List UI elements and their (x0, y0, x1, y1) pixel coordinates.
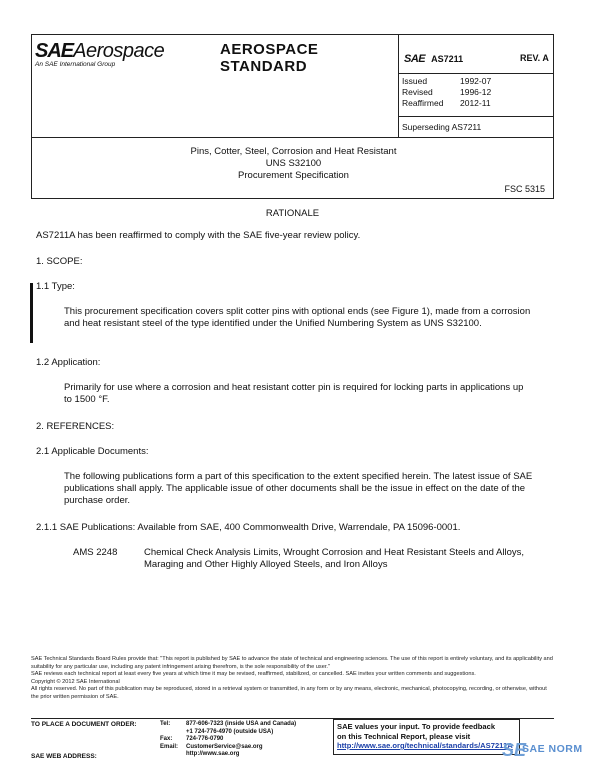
fax-number: 724-776-0790 (186, 736, 224, 743)
order-label: TO PLACE A DOCUMENT ORDER: (31, 721, 137, 728)
footer-rules: SAE Technical Standards Board Rules provide that: "This report is published by SAE to advance the state of technical and engineering sciences. The use of this report is entirely voluntary, and its applicability and suitability for any particular use, including any patent infringement arising therefrom, is the sole responsibility of the user." (31, 656, 553, 670)
section-2-heading: 2. REFERENCES: (36, 421, 115, 432)
footer-copyright: Copyright © 2012 SAE International (31, 678, 120, 685)
tel-1: 877-606-7323 (inside USA and Canada) (186, 721, 297, 727)
section-2-1-text: The following publications form a part of this specification to the extent specified herein. The latest issue of SAE publications shall apply. The applicable issue of other documents shall be the issue in effect on the date of the purchase order. (64, 471, 533, 506)
section-1-2-text: Primarily for use where a corrosion and heat resistant cotter pin is required for locking parts in applications up to 1500 °F. (64, 382, 524, 405)
watermark-mark: SE (502, 740, 527, 760)
tel-label: Tel: (160, 721, 171, 727)
email-label: Email: (160, 743, 179, 750)
reaffirmed-row (402, 98, 491, 109)
order-labels (31, 721, 137, 761)
section-2-1-1-heading: 2.1.1 SAE Publications: Available from SAE, 400 Commonwealth Drive, Warrendale, PA 15096-0001. (36, 522, 461, 533)
header-divider-vertical (398, 35, 399, 138)
section-1-1-text: This procurement specification covers split cotter pins with optional ends (see Figure 1), made from a corrosion and heat resistant steel of the type identified under the Unified Numbering System as UNS S32100. (64, 306, 531, 329)
title-line-2: UNS S32100 (265, 158, 322, 169)
footer-rights: All rights reserved. No part of this publication may be reproduced, stored in a retrieval system or transmitted, in any form or by any means, electronic, mechanical, photocopying, recording, or otherwise, without the prior written permission of SAE. (31, 686, 547, 700)
rationale-heading: RATIONALE (265, 208, 320, 219)
section-1-2-heading: 1.2 Application: (36, 357, 101, 368)
fax-label: Fax: (160, 736, 173, 743)
reaffirmed-value: 2012-11 (460, 98, 491, 108)
sae-norm-watermark (502, 740, 600, 776)
legal-footer (31, 656, 554, 702)
standard-line-2: STANDARD (220, 58, 308, 75)
revision-label: REV. A (520, 53, 549, 63)
ams-code: AMS 2248 (73, 547, 118, 558)
logo-subtitle: An SAE International Group (35, 61, 116, 68)
title-line-1: Pins, Cotter, Steel, Corrosion and Heat Resistant (190, 146, 397, 157)
header-divider-2 (398, 116, 554, 117)
feedback-line-1: SAE values your input. To provide feedback (337, 722, 496, 731)
header-divider-1 (398, 73, 554, 74)
issued-value: 1992-07 (460, 76, 492, 86)
rationale-text: AS7211A has been reaffirmed to comply with the SAE five-year review policy. (36, 230, 361, 241)
issued-row (402, 76, 491, 87)
sae-aerospace-logo (35, 40, 185, 80)
title-line-3: Procurement Specification (238, 170, 349, 181)
standard-type-title (220, 41, 318, 75)
standard-line-1: AEROSPACE (220, 41, 319, 58)
document-number (404, 53, 463, 65)
revised-row (402, 87, 491, 98)
doc-number-value: AS7211 (431, 54, 464, 64)
revised-label: Revised (402, 87, 433, 97)
tel-2: +1 724-776-4970 (outside USA) (186, 728, 274, 735)
section-1-1-heading: 1.1 Type: (36, 281, 75, 292)
fsc-code: FSC 5315 (504, 184, 545, 194)
feedback-link[interactable]: http://www.sae.org/technical/standards/AS7211A (337, 741, 513, 750)
contact-info (160, 721, 296, 759)
logo-aerospace: Aerospace (73, 40, 165, 62)
feedback-line-2: on this Technical Report, please visit (337, 731, 471, 741)
superseding-note: Superseding AS7211 (402, 122, 482, 132)
footer-review: SAE reviews each technical report at least every five years at which time it may be revised, reaffirmed, stabilized, or cancelled. SAE invites your written comments and suggestions. (31, 671, 476, 678)
watermark-text: SAE NORM (522, 743, 583, 755)
header-box (31, 34, 554, 138)
reaffirmed-label: Reaffirmed (402, 98, 444, 108)
change-bar (30, 283, 33, 343)
doc-prefix: SAE (404, 53, 426, 65)
section-2-1-heading: 2.1 Applicable Documents: (36, 446, 149, 457)
date-block (402, 76, 491, 109)
web-label: SAE WEB ADDRESS: (31, 753, 97, 760)
email-link[interactable]: CustomerService@sae.org (186, 743, 263, 750)
feedback-box (333, 719, 520, 755)
title-box (31, 138, 554, 199)
section-1-heading: 1. SCOPE: (36, 256, 83, 267)
logo-sae: SAE (35, 40, 74, 62)
ams-description: Chemical Check Analysis Limits, Wrought Corrosion and Heat Resistant Steels and Alloys, Maraging and Other Highly Alloyed Steels, and Iron Alloys (144, 547, 524, 570)
revised-value: 1996-12 (460, 87, 492, 97)
issued-label: Issued (402, 76, 428, 86)
web-link[interactable]: http://www.sae.org (186, 751, 240, 758)
